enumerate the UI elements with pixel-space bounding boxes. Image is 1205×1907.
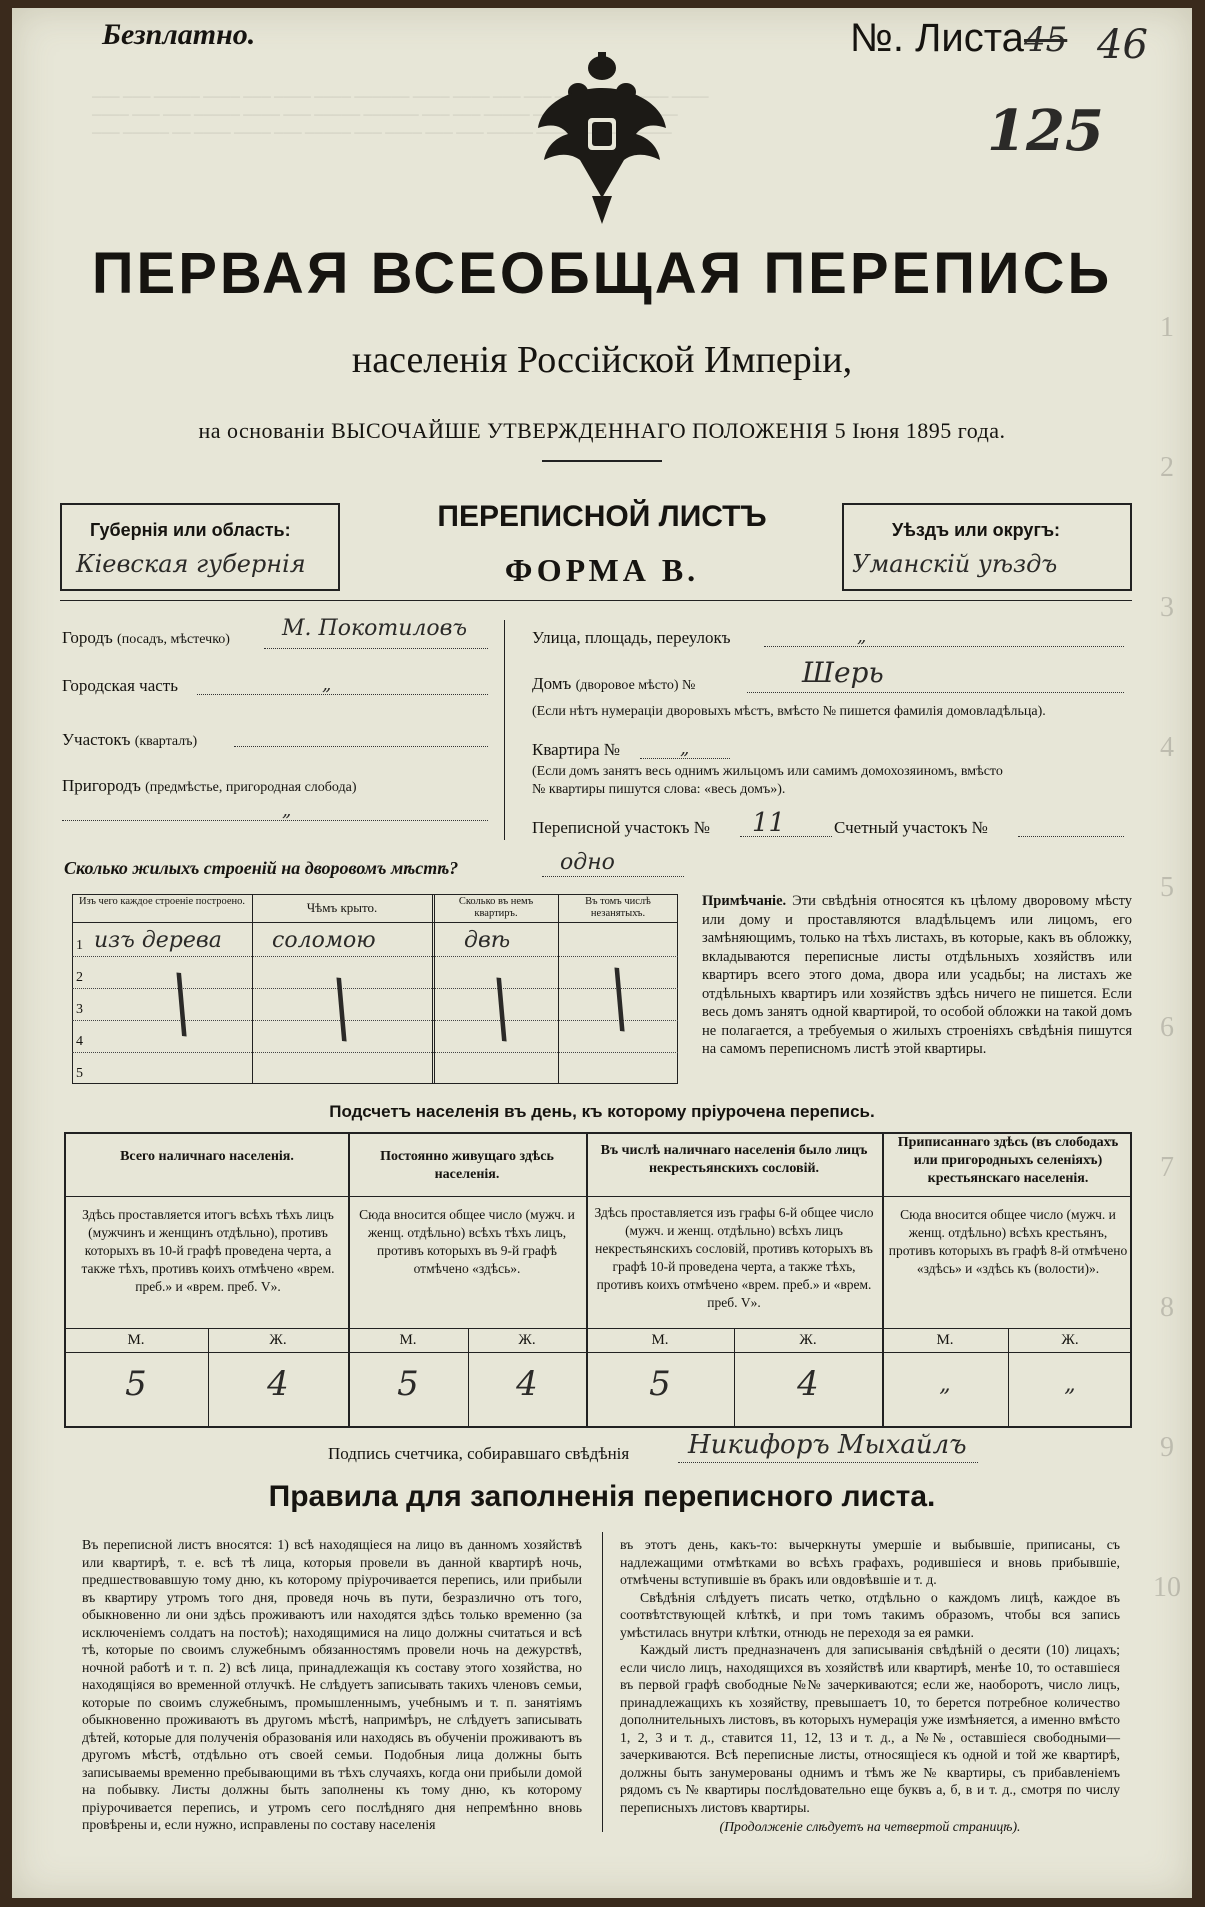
apartment-value[interactable]: „ [680, 738, 690, 759]
signature-line [678, 1462, 978, 1463]
buildings-answer-line [542, 876, 684, 877]
buildings-row-rule [72, 1052, 678, 1053]
pop-col-present-head: Всего наличнаго населенія. [120, 1149, 294, 1164]
pop-m-label: М. [127, 1332, 145, 1348]
suburb-label: Пригородъ (предмѣстье, пригородная слобода) [62, 776, 357, 795]
pop-col-permanent-desc: Сюда вносится общее число (мужч. и женщ. отдѣльно) всѣхъ тѣхъ лицъ, противъ которыхъ въ 9-й графѣ отмѣчено «здѣсь». [359, 1207, 575, 1276]
district-line [234, 746, 488, 747]
buildings-head-rule [72, 922, 678, 923]
buildings-row-number: 2 [76, 970, 83, 985]
note-heading: Примѣчаніе. [702, 893, 787, 909]
street-value[interactable]: „ [857, 626, 867, 647]
apartment-note-2: № квартиры пишутся слова: «весь домъ»). [532, 782, 786, 797]
sheet-number-label: №. Листа [850, 16, 1024, 60]
address-top-rule [60, 600, 1132, 601]
building-material-dash: — [143, 965, 231, 1043]
pop-permanent-f[interactable]: 4 [516, 1364, 538, 1404]
building-roof-dash: — [303, 970, 391, 1048]
pop-f-label: Ж. [269, 1332, 287, 1348]
form-title: ПЕРЕПИСНОЙ ЛИСТЪ [437, 500, 767, 533]
gubernia-label: Губернія или область: [90, 520, 291, 540]
census-title: ПЕРВАЯ ВСЕОБЩАЯ ПЕРЕПИСЬ [91, 241, 1113, 306]
count-plot-label: Счетный участокъ № [834, 818, 988, 837]
buildings-question: Сколько жилыхъ строеній на дворовомъ мѣстѣ? [64, 858, 459, 878]
margin-number: 1 [1160, 312, 1174, 343]
margin-number: 10 [1153, 1572, 1181, 1603]
pop-present-f[interactable]: 4 [267, 1364, 289, 1404]
city-line [264, 648, 488, 649]
census-plot-value[interactable]: 11 [752, 808, 786, 838]
census-subtitle: населенія Россійской Имперіи, [351, 339, 853, 381]
suburb-line [62, 820, 488, 821]
building-apartments-dash: — [463, 970, 551, 1048]
building-apartments-value[interactable]: двѣ [464, 928, 511, 953]
pop-f-label: Ж. [518, 1332, 536, 1348]
pop-permanent-m[interactable]: 5 [397, 1364, 419, 1404]
gubernia-value[interactable]: Кіевская губернія [76, 550, 306, 578]
district-label: Участокъ (кварталъ) [62, 730, 198, 749]
city-part-line [197, 694, 488, 695]
sheet-number-struck: 45 [1024, 20, 1068, 60]
buildings-col-roof: Чѣмъ крыто. [306, 900, 378, 915]
margin-number: 9 [1160, 1432, 1174, 1463]
pop-col-present-desc: Здѣсь проставляется итогъ всѣхъ тѣхъ лицъ (мужчинъ и женщинъ отдѣльно), противъ которыхъ въ 10-й графѣ проведена черта, а также тѣхъ, противъ коихъ отмѣчено «врем. преб.» и «врем. преб. V». [81, 1207, 335, 1294]
free-of-charge-label: Безплатно. [102, 18, 256, 51]
margin-number: 5 [1160, 872, 1174, 903]
uezd-label: Уѣздъ или округъ: [892, 520, 1061, 540]
note-text: Эти свѣдѣнія относятся къ цѣлому дворовому мѣсту или дому и проставляются владѣльцемъ или лицомъ, его замѣняющимъ, только на тѣхъ листахъ, въ которые, какъ въ обложку, вкладываются переписные листы отдѣльныхъ хозяйствъ или квартиръ всего этого дома, двора или усадьбы; на листахъ же отдѣльныхъ квартиръ или хозяйствъ здѣсь ничего не пишется. Если весь домъ занятъ одной квартирой, то особой обложки на такой домъ не полагается, а требуемыя о жилыхъ строеніяхъ свѣдѣнія пишутся на самомъ переписномъ листѣ этой квартиры. [702, 893, 1132, 1057]
margin-number: 2 [1160, 452, 1174, 483]
apartment-label: Квартира № [532, 740, 621, 759]
rules-divider [602, 1532, 603, 1832]
pop-mf-rule [64, 1352, 1132, 1353]
pop-f-label: Ж. [1061, 1332, 1079, 1348]
house-note: (Если нѣтъ нумераціи дворовыхъ мѣстъ, вмѣсто № пишется фамилія домовладѣльца). [532, 704, 1046, 719]
form-name: ФОРМА В. [504, 552, 700, 588]
address-divider [504, 620, 505, 840]
margin-number: 6 [1160, 1012, 1174, 1043]
buildings-row-number: 4 [76, 1034, 83, 1049]
buildings-answer[interactable]: одно [560, 850, 615, 875]
pop-m-label: М. [651, 1332, 669, 1348]
pop-nonpeasant-m[interactable]: 5 [649, 1364, 671, 1404]
pop-col-nonpeasant-head: Въ числѣ наличнаго населенія было лицъ некрестьянскихъ сословій. [600, 1143, 868, 1176]
city-label: Городъ (посадъ, мѣстечко) [62, 628, 230, 647]
buildings-col-material: Изъ чего каждое строеніе построено. [78, 896, 246, 907]
house-label: Домъ (дворовое мѣсто) № [532, 674, 696, 693]
rules-right-p1: въ этотъ день, какъ-то: вычеркнуты умершіе и выбывшіе, приписаны, съ надлежащими отмѣтками во всѣхъ графахъ, родившіеся и вновь прибывшіе, отмѣчены вступившіе въ бракъ или овдовѣвшіе и т. д. [620, 1537, 1120, 1587]
street-line [764, 646, 1124, 647]
signature-value[interactable]: Никифоръ Мыхайлъ [688, 1430, 967, 1460]
house-value[interactable]: Шерь [802, 656, 884, 689]
apartment-note-1: (Если домъ занятъ весь однимъ жильцомъ или самимъ домохозяиномъ, вмѣсто [532, 764, 1003, 779]
population-heading: Подсчетъ населенія въ день, къ которому пріурочена перепись. [329, 1102, 875, 1121]
pop-peasant-m[interactable]: „ [939, 1372, 951, 1397]
census-plot-label: Переписной участокъ № [532, 818, 710, 837]
rules-continued: (Продолженіе слѣдуетъ на четвертой страницѣ). [719, 1819, 1021, 1834]
margin-number: 4 [1160, 732, 1174, 763]
margin-number: 8 [1160, 1292, 1174, 1323]
pop-peasant-f[interactable]: „ [1064, 1372, 1076, 1397]
buildings-row-rule [72, 956, 678, 957]
note-paragraph [702, 892, 1132, 1059]
city-value[interactable]: М. Покотиловъ [282, 616, 468, 641]
sheet-number-handwritten: 46 [1097, 22, 1148, 68]
pop-col-peasant-head: Приписаннаго здѣсь (въ слободахъ или пригородныхъ селеніяхъ) крестьянскаго населенія. [897, 1135, 1119, 1186]
archive-number: 125 [987, 98, 1104, 164]
rules-right-p3: Каждый листъ предназначенъ для записыванія свѣдѣній о десяти (10) лицахъ; если число лицъ, находящихся въ хозяйствѣ или квартирѣ, менѣе 10, то оставшіеся въ первой графѣ свободные №№ зачеркиваются; если же, наоборотъ, число лицъ, принадлежащихъ къ хозяйству, превышаетъ 10, то берется потребное количество дополнительныхъ листовъ, въ которыхъ нумерація уже измѣняется, а именно вмѣсто 1, 2, 3 и т. д., ставится 11, 12, 13 и т. д., а №№, оставшіеся свободными—зачеркиваются. Всѣ переписные листы, относящіеся къ одной и той же квартирѣ, должны быть занумерованы однимъ и тѣмъ же № квартиры, съ прибавленіемъ рядомъ съ № квартиры послѣдовательно еще буквъ а, б, в и т. д., смотря по числу переписныхъ листовъ квартиры. [620, 1642, 1120, 1815]
city-part-label: Городская часть [62, 676, 178, 695]
pop-col-peasant-desc: Сюда вносится общее число (мужч. и женщ. отдѣльно) всѣхъ крестьянъ, противъ которыхъ въ графѣ 8-й отмѣчено «здѣсь» и «здѣсь къ (волости)». [888, 1207, 1128, 1276]
rules-right-text [620, 1536, 1120, 1836]
buildings-col-vacant: Въ томъ числѣ незанятыхъ. [585, 896, 651, 919]
pop-head-rule [64, 1196, 1132, 1197]
uezd-value[interactable]: Уманскій уѣздъ [852, 550, 1058, 578]
pop-nonpeasant-f[interactable]: 4 [797, 1364, 819, 1404]
building-vacant-dash: — [581, 960, 669, 1038]
rules-left-text: Въ переписной листъ вносятся: 1) всѣ находящіеся на лицо въ данномъ хозяйствѣ или квартирѣ, т. е. всѣ тѣ лица, которыя провели въ данной квартирѣ ночь, предшествовавшую тому дню, къ которому пріурочивается перепись, или прибыли въ квартиру утромъ того дня, проведя ночь въ пути, безразлично отъ того, обыкновенно ли они здѣсь проживаютъ или находятся здѣсь только временно (за исключеніемъ солдатъ на постоѣ); находящимися на лицо должны считаться и всѣ тѣ, которые по своимъ служебнымъ обязанностямъ провели ночь на дежурствѣ, ночной работѣ и т. п. 2) всѣ лица, принадлежащія къ составу этого хозяйства, но находящіяся во временной отлучкѣ. Не слѣдуетъ записывать такихъ членовъ семьи, которые по своимъ служебнымъ, промышленнымъ, учебнымъ и т. п. занятіямъ обыкновенно проживаютъ въ другомъ мѣстѣ, напримѣръ, не слѣдуетъ записывать дѣтей, которые для полученія образованія или находясь въ обученіи проживаютъ въ другомъ мѣстѣ, отдѣльно отъ своей семьи. Подобныя лица должны быть записываемы временно пребывающими въ тѣхъ случаяхъ, когда они прибыли домой на побывку. Листы должны быть заполнены къ тому дню, къ которому пріурочивается перепись, и утромъ сего послѣдняго дня непремѣнно вновь провѣрены и, если нужно, исправлены по составу населенія [82, 1537, 582, 1832]
buildings-col-apartments: Сколько въ немъ квартиръ. [458, 896, 534, 919]
margin-number: 7 [1160, 1152, 1174, 1183]
house-line [747, 692, 1124, 693]
title-divider [542, 460, 662, 462]
pop-m-label: М. [399, 1332, 417, 1348]
pop-desc-rule [64, 1328, 1132, 1329]
buildings-row-number: 1 [76, 938, 83, 953]
building-roof-value[interactable]: соломою [272, 928, 376, 953]
suburb-value[interactable]: „ [282, 800, 292, 821]
bleed-through-text: ─── ─── ───── ──── ─── ──── ──── ────── ──── ──── ─── ─── ─────── ───── ──── ──── ─── ─── ───── ──── ─── ───── ────── ─── ─── ───── ─── ───────── ─── ─── ───── ── ──── ──── ─── ───── ─── ──── ─── ─── ───── ──── ────── ──── [92, 89, 709, 140]
pop-present-m[interactable]: 5 [125, 1364, 147, 1404]
signature-label: Подпись счетчика, собиравшаго свѣдѣнія [328, 1444, 630, 1463]
rules-title: Правила для заполненія переписного листа. [268, 1480, 936, 1513]
rules-right-p2: Свѣдѣнія слѣдуетъ писать четко, отдѣльно о каждомъ лицѣ, каждое въ соотвѣтствующей клѣткѣ, и при томъ такимъ образомъ, чтобы вся запись умѣстилась внутри клѣтки, отнюдь не переходя за ея рамки. [620, 1589, 1120, 1640]
buildings-row-number: 5 [76, 1066, 83, 1081]
pop-col-nonpeasant-desc: Здѣсь проставляется изъ графы 6-й общее число (мужч. и женщ. отдѣльно) всѣхъ лицъ некрестьянскихъ сословій, противъ которыхъ въ графѣ 10-й проведена черта, а также тѣхъ, противъ коихъ отмѣчено «врем. преб.» и «врем. преб. V». [594, 1205, 874, 1310]
pop-f-label: Ж. [799, 1332, 817, 1348]
decree-line: на основаніи ВЫСОЧАЙШЕ УТВЕРЖДЕННАГО ПОЛОЖЕНІЯ 5 Іюня 1895 года. [198, 418, 1006, 443]
census-sheet [12, 8, 1192, 1898]
city-part-value[interactable]: „ [322, 674, 332, 695]
pop-col-permanent-head: Постоянно живущаго здѣсь населенія. [380, 1149, 554, 1182]
street-label: Улица, площадь, переулокъ [532, 628, 731, 647]
margin-number: 3 [1160, 592, 1174, 623]
buildings-row-number: 3 [76, 1002, 83, 1017]
count-plot-line [1018, 836, 1124, 837]
pop-m-label: М. [936, 1332, 954, 1348]
building-material-value[interactable]: изъ дерева [94, 928, 222, 953]
buildings-row-numbers [76, 930, 83, 1090]
margin-numbers [1152, 258, 1182, 1658]
